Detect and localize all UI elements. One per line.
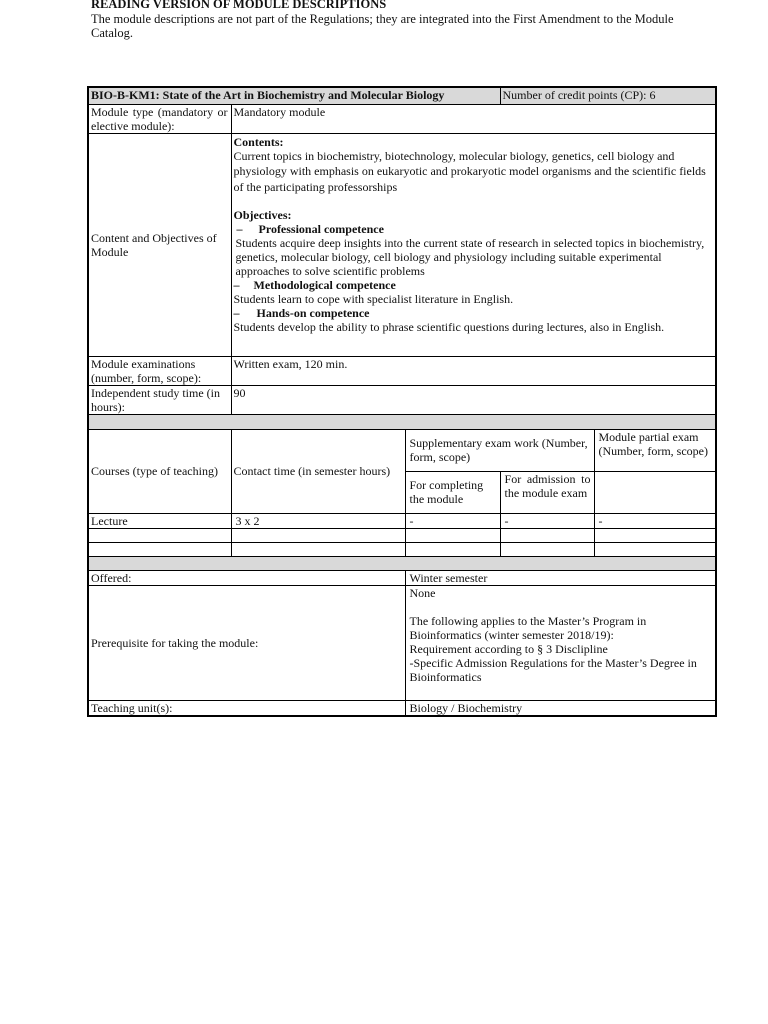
- table-row: [88, 513, 716, 528]
- prerequisite-none: None: [409, 585, 436, 600]
- objective-heading-methodological: – Methodological competence: [233, 278, 396, 292]
- credit-points: Number of credit points (CP): 6: [500, 87, 716, 104]
- contents-heading: Contents:: [233, 134, 284, 149]
- section-divider: [88, 556, 716, 570]
- content-objectives-label: Content and Objectives of Module: [88, 133, 231, 356]
- section-divider: [88, 414, 716, 429]
- objective-heading-professional: – Professional competence: [236, 222, 384, 236]
- objective-text-methodological: Students learn to cope with specialist literature in English.: [233, 292, 514, 306]
- contents-text: Current topics in biochemistry, biotechnology, molecular biology, genetics, cell biology and physiology with emphasis on eukaryotic and prokaryotic model organisms and the scientific fields of the participating professorships: [233, 148, 706, 194]
- exam-label: Module examinations (number, form, scope):: [88, 356, 231, 385]
- module-type-value: Mandatory module: [231, 104, 716, 133]
- module-type-label: Module type (mandatory or elective module):: [88, 104, 231, 133]
- offered-label: Offered:: [88, 570, 405, 585]
- study-time-label: Independent study time (in hours):: [88, 385, 231, 414]
- teaching-unit-label: Teaching unit(s):: [88, 700, 405, 716]
- module-title: BIO-B-KM1: State of the Art in Biochemistry and Molecular Biology: [88, 87, 500, 104]
- course-type: Lecture: [88, 513, 231, 528]
- exam-value: Written exam, 120 min.: [231, 356, 716, 385]
- partial-exam-label: Module partial exam (Number, form, scope): [594, 429, 716, 471]
- module-description-table: [87, 86, 717, 717]
- table-row: [88, 542, 716, 556]
- prerequisite-text-1: The following applies to the Master’s Program in Bioinformatics (winter semester 2018/19):: [409, 613, 647, 642]
- table-row: [88, 528, 716, 542]
- objective-text-handson: Students develop the ability to phrase scientific questions during lectures, also in English.: [233, 320, 665, 334]
- course-partial: -: [594, 513, 716, 528]
- course-contact: 3 x 2: [231, 513, 405, 528]
- course-completing: -: [405, 513, 500, 528]
- prerequisite-text-2: Requirement according to § 3 Disclipline: [409, 641, 608, 656]
- study-time-value: 90: [231, 385, 716, 414]
- objectives-heading: Objectives:: [233, 208, 292, 222]
- prerequisite-cell: [405, 585, 716, 700]
- document-note: The module descriptions are not part of the Regulations; they are integrated into the First Amendment to the Module Catalog.: [91, 11, 674, 40]
- for-admission-label: For admission to the module exam: [500, 471, 594, 513]
- prerequisite-text-3: -Specific Admission Regulations for the Master’s Degree in Bioinformatics: [409, 655, 697, 684]
- offered-value: Winter semester: [405, 570, 716, 585]
- content-objectives-cell: [231, 133, 716, 356]
- partial-exam-empty: [594, 471, 716, 513]
- course-admission: -: [500, 513, 594, 528]
- supplementary-exam-label: Supplementary exam work (Number, form, scope): [405, 429, 594, 471]
- document-title: READING VERSION OF MODULE DESCRIPTIONS: [91, 0, 387, 11]
- objective-text-professional: Students acquire deep insights into the current state of research in selected topics in biochemistry, genetics, molecular biology, cell biology and physiology including suitable experimental approaches to solve scientific problems: [235, 236, 705, 278]
- document-header: [91, 0, 691, 41]
- teaching-unit-value: Biology / Biochemistry: [405, 700, 716, 716]
- contact-time-label: Contact time (in semester hours): [231, 429, 405, 513]
- courses-label: Courses (type of teaching): [88, 429, 231, 513]
- prerequisite-label: Prerequisite for taking the module:: [88, 585, 405, 700]
- objective-heading-handson: – Hands-on competence: [233, 306, 370, 320]
- for-completing-label: For completing the module: [405, 471, 500, 513]
